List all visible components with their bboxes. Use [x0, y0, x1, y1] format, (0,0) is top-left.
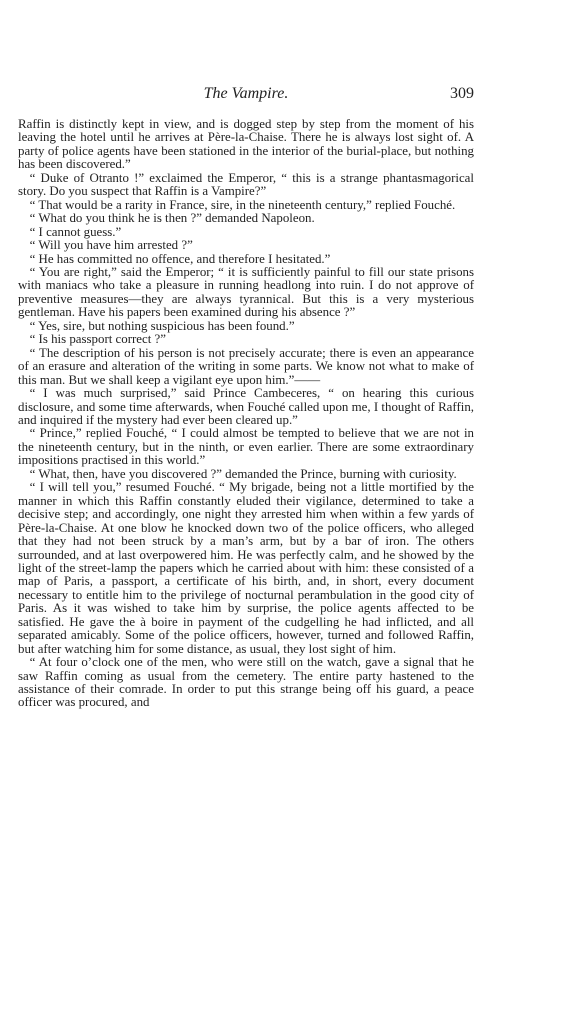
paragraph: “ I was much surprised,” said Prince Cambeceres, “ on hearing this curious disclosure, and some time afterwards, when Fouché called upon me, I thought of Raffin, and inquired if the mystery had ever been cleared up.”: [18, 386, 474, 427]
body-text: [18, 118, 474, 710]
paragraph: “ You are right,” said the Emperor; “ it is sufficiently painful to fill our state prisons with maniacs who take a pleasure in running headlong into ruin. I do not approve of preventive measures—they are always tyrannical. But this is a very mysterious gentleman. Have his papers been examined during his absence ?”: [18, 264, 474, 320]
paragraph: “ The description of his person is not precisely accurate; there is even an appearance of an erasure and alteration of the writing in some parts. We know not what to make of this man. But we shall keep a vigilant eye upon him.”——: [18, 345, 474, 387]
paragraph: “ Yes, sire, but nothing suspicious has been found.”: [29, 318, 295, 333]
paragraph: “ Prince,” replied Fouché, “ I could almost be tempted to believe that we are not in the nineteenth century, but in the ninth, or even earlier. There are some extraordinary impositions practised in this world.”: [18, 426, 474, 468]
paragraph: “ I cannot guess.”: [29, 224, 122, 239]
page-number: 309: [450, 85, 474, 102]
paragraph: “ What, then, have you discovered ?” demanded the Prince, burning with curiosity.: [29, 466, 457, 481]
paragraph: “ What do you think he is then ?” demanded Napoleon.: [29, 211, 315, 226]
paragraph: “ I will tell you,” resumed Fouché. “ My brigade, being not a little mortified by the manner in which this Raffin constantly eluded their vigilance, determined to take a decisive step; and accordingly, one night they arrested him when within a few yards of Père-la-Chaise. At one blow he knocked down two of the police officers, who alleged that they had not been struck by a man’s arm, but by a bar of iron. The others surrounded, and at last overpowered him. He was perfectly calm, and he showed by the light of the street-lamp the papers which he carried about with him: these consisted of a map of Paris, a passport, a certificate of his birth, and, in short, every document necessary to entitle him to the privilege of nocturnal perambulation in the good city of Paris. As it was wished to take him by surprise, the police agents affected to be satisfied. He gave the à boire in payment of the cudgelling he had inflicted, and all separated amicably. Some of the police officers, however, turned and followed Raffin, but after watching him for some distance, as usual, they lost sight of him.: [18, 480, 474, 656]
paragraph: “ That would be a rarity in France, sire, in the nineteenth century,” replied Fouché.: [29, 197, 456, 212]
paragraph: “ Is his passport correct ?”: [29, 332, 166, 347]
paragraph: Raffin is distinctly kept in view, and is dogged step by step from the moment of his leaving the hotel until he arrives at Père-la-Chaise. There he is always lost sight of. A party of police agents have been stationed in the interior of the burial-place, but nothing has been discovered.”: [18, 117, 474, 172]
paragraph: “ Will you have him arrested ?”: [29, 238, 193, 253]
running-title: The Vampire.: [203, 85, 289, 102]
paragraph: “ He has committed no offence, and therefore I hesitated.”: [29, 251, 331, 266]
page-header: [18, 84, 474, 104]
paragraph: “ At four o’clock one of the men, who were still on the watch, gave a signal that he saw Raffin coming as usual from the cemetery. The entire party hastened to the assistance of their comrade. In order to put this strange being off his guard, a peace officer was procured, and: [18, 655, 474, 710]
paragraph: “ Duke of Otranto !” exclaimed the Emperor, “ this is a strange phantasmagorical story. Do you suspect that Raffin is a Vampire?”: [18, 170, 474, 199]
